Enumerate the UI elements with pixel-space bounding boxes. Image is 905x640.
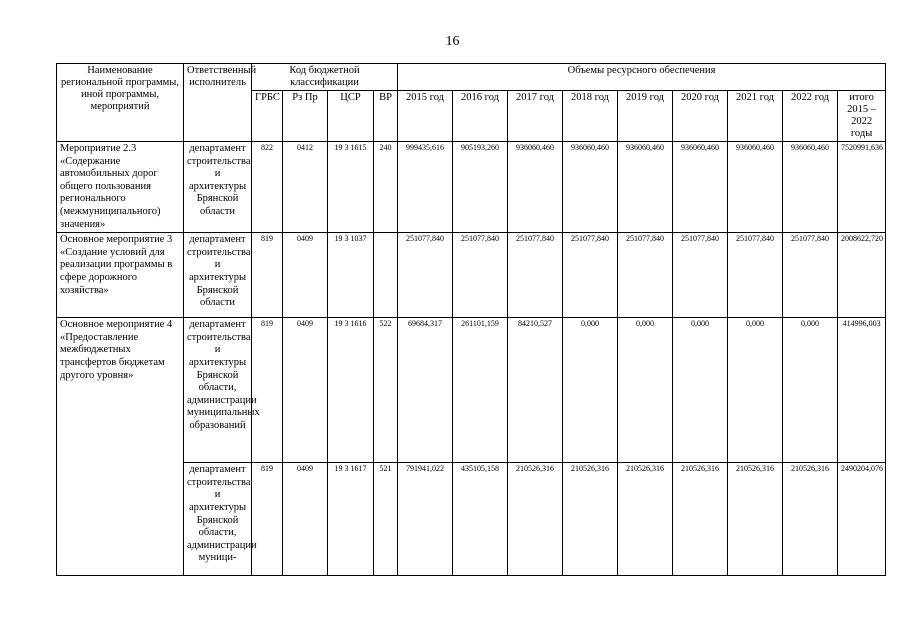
budget-table [56, 63, 886, 576]
header-resources: Объемы ресурсного обеспечения [398, 64, 886, 91]
header-total: итого 2015 – 2022 годы [838, 91, 886, 142]
row-csr: 19 3 1615 [328, 142, 374, 233]
value-2022: 251077,840 [783, 233, 838, 318]
value-2018: 936060,460 [563, 142, 618, 233]
value-2021: 251077,840 [728, 233, 783, 318]
row-grbs: 822 [252, 142, 283, 233]
value-2015: 791941,022 [398, 463, 453, 576]
value-2022: 0,000 [783, 318, 838, 463]
header-year-2016: 2016 год [453, 91, 508, 142]
header-year-2017: 2017 год [508, 91, 563, 142]
header-year-2018: 2018 год [563, 91, 618, 142]
value-total: 414996,003 [838, 318, 886, 463]
table-row [57, 142, 886, 233]
row-name: Основное мероприятие 4 «Предоставление межбюджетных трансфертов бюджетам другого уровня» [57, 318, 184, 576]
value-2021: 936060,460 [728, 142, 783, 233]
value-2021: 210526,316 [728, 463, 783, 576]
header-executor: Ответственный исполнитель [184, 64, 252, 142]
row-executor: департамент строительства и архитектуры Брянской области, администрации муниципальных образований [184, 318, 252, 463]
header-year-2022: 2022 год [783, 91, 838, 142]
header-year-2019: 2019 год [618, 91, 673, 142]
table-row [57, 318, 886, 463]
value-2016: 251077,840 [453, 233, 508, 318]
value-2021: 0,000 [728, 318, 783, 463]
row-vr [374, 233, 398, 318]
header-row-1 [57, 64, 886, 91]
row-csr: 19 3 1616 [328, 318, 374, 463]
header-year-2015: 2015 год [398, 91, 453, 142]
value-2020: 0,000 [673, 318, 728, 463]
value-2019: 251077,840 [618, 233, 673, 318]
value-2018: 251077,840 [563, 233, 618, 318]
row-csr: 19 3 1617 [328, 463, 374, 576]
value-2019: 0,000 [618, 318, 673, 463]
row-rz-pr: 0409 [283, 463, 328, 576]
page-number: 16 [445, 34, 460, 49]
header-csr: ЦСР [328, 91, 374, 142]
value-2019: 210526,316 [618, 463, 673, 576]
value-2022: 210526,316 [783, 463, 838, 576]
value-total: 2490204,076 [838, 463, 886, 576]
value-2015: 69684,317 [398, 318, 453, 463]
header-rz-pr: Рз Пр [283, 91, 328, 142]
header-budget-code: Код бюджетной классификации [252, 64, 398, 91]
row-executor: департамент строительства и архитектуры Брянской области [184, 233, 252, 318]
table-row [57, 233, 886, 318]
header-year-2020: 2020 год [673, 91, 728, 142]
value-2020: 251077,840 [673, 233, 728, 318]
value-total: 7520991,636 [838, 142, 886, 233]
value-2017: 936060,460 [508, 142, 563, 233]
row-vr: 240 [374, 142, 398, 233]
value-2017: 210526,316 [508, 463, 563, 576]
row-name: Мероприятие 2.3 «Содержание автомобильных дорог общего пользования регионального (межмуниципального) значения» [57, 142, 184, 233]
value-2016: 435105,158 [453, 463, 508, 576]
value-2020: 210526,316 [673, 463, 728, 576]
row-rz-pr: 0409 [283, 233, 328, 318]
row-vr: 521 [374, 463, 398, 576]
value-2019: 936060,460 [618, 142, 673, 233]
value-2015: 251077,840 [398, 233, 453, 318]
row-grbs: 819 [252, 318, 283, 463]
header-name: Наименование региональной программы, иной программы, мероприятий [57, 64, 184, 142]
value-2017: 84210,527 [508, 318, 563, 463]
value-2015: 999435,616 [398, 142, 453, 233]
row-vr: 522 [374, 318, 398, 463]
header-grbs: ГРБС [252, 91, 283, 142]
value-total: 2008622,720 [838, 233, 886, 318]
row-rz-pr: 0412 [283, 142, 328, 233]
value-2022: 936060,460 [783, 142, 838, 233]
value-2020: 936060,460 [673, 142, 728, 233]
value-2018: 210526,316 [563, 463, 618, 576]
row-grbs: 819 [252, 463, 283, 576]
row-name: Основное мероприятие 3 «Создание условий для реализации программы в сфере дорожного хозяйства» [57, 233, 184, 318]
header-year-2021: 2021 год [728, 91, 783, 142]
value-2018: 0,000 [563, 318, 618, 463]
row-grbs: 819 [252, 233, 283, 318]
value-2016: 905193,260 [453, 142, 508, 233]
row-executor: департамент строительства и архитектуры Брянской области, администрации муници- [184, 463, 252, 576]
header-vr: ВР [374, 91, 398, 142]
value-2016: 261101,159 [453, 318, 508, 463]
row-csr: 19 3 1037 [328, 233, 374, 318]
row-rz-pr: 0409 [283, 318, 328, 463]
row-executor: департамент строительства и архитектуры Брянской области [184, 142, 252, 233]
value-2017: 251077,840 [508, 233, 563, 318]
